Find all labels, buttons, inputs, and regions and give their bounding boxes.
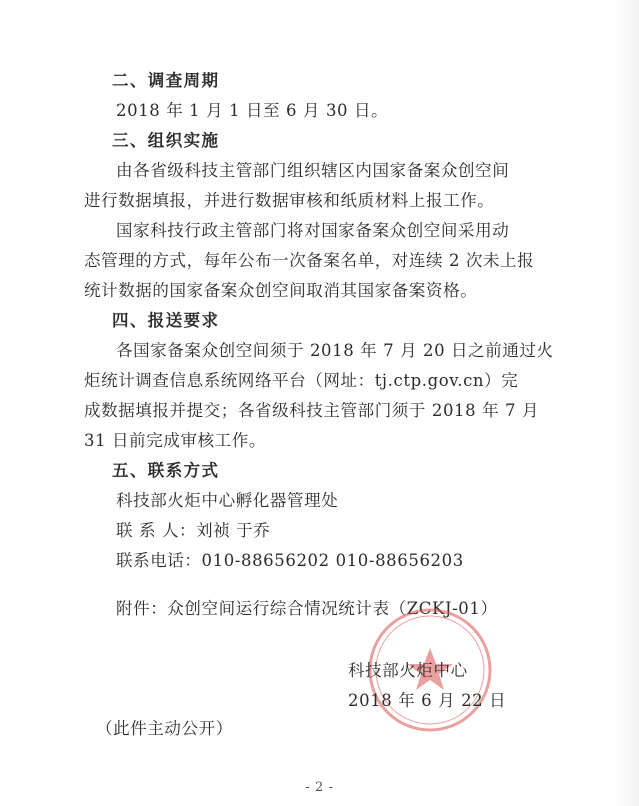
- paragraph-line: 统计数据的国家备案众创空间取消其国家备案资格。: [84, 281, 478, 300]
- signature-organization: 科技部火炬中心: [348, 661, 468, 680]
- contact-persons: 联 系 人：刘祯 于乔: [116, 521, 271, 540]
- attachment-line: 附件：众创空间运行综合情况统计表（ZCKJ-01）: [116, 599, 498, 618]
- paragraph-line: 由各省级科技主管部门组织辖区内国家备案众创空间: [116, 161, 510, 180]
- paragraph-line: 国家科技行政主管部门将对国家备案众创空间采用动: [116, 221, 510, 240]
- period-text: 2018 年 1 月 1 日至 6 月 30 日。: [116, 101, 389, 120]
- page-edge-shadow: [615, 0, 639, 806]
- disclosure-note: （此件主动公开）: [96, 719, 233, 738]
- paragraph-line: 炬统计调查信息系统网络平台（网址：tj.ctp.gov.cn）完: [84, 371, 519, 390]
- section-heading-period: 二、调查周期: [112, 71, 220, 90]
- paragraph-line: 进行数据填报，并进行数据审核和纸质材料上报工作。: [84, 191, 495, 210]
- paragraph-line: 态管理的方式，每年公布一次备案名单，对连续 2 次未上报: [84, 251, 535, 270]
- paragraph-line: 各国家备案众创空间须于 2018 年 7 月 20 日之前通过火: [116, 341, 554, 360]
- page-number: - 2 -: [305, 780, 334, 795]
- section-heading-submission: 四、报送要求: [112, 311, 220, 330]
- paragraph-line: 31 日前完成审核工作。: [84, 431, 266, 450]
- signature-date: 2018 年 6 月 22 日: [348, 691, 507, 710]
- section-heading-contact: 五、联系方式: [112, 461, 220, 480]
- section-heading-organization: 三、组织实施: [112, 131, 220, 150]
- contact-phone: 联系电话：010-88656202 010-88656203: [116, 551, 464, 570]
- contact-office: 科技部火炬中心孵化器管理处: [116, 491, 339, 510]
- paragraph-line: 成数据填报并提交；各省级科技主管部门须于 2018 年 7 月: [84, 401, 540, 420]
